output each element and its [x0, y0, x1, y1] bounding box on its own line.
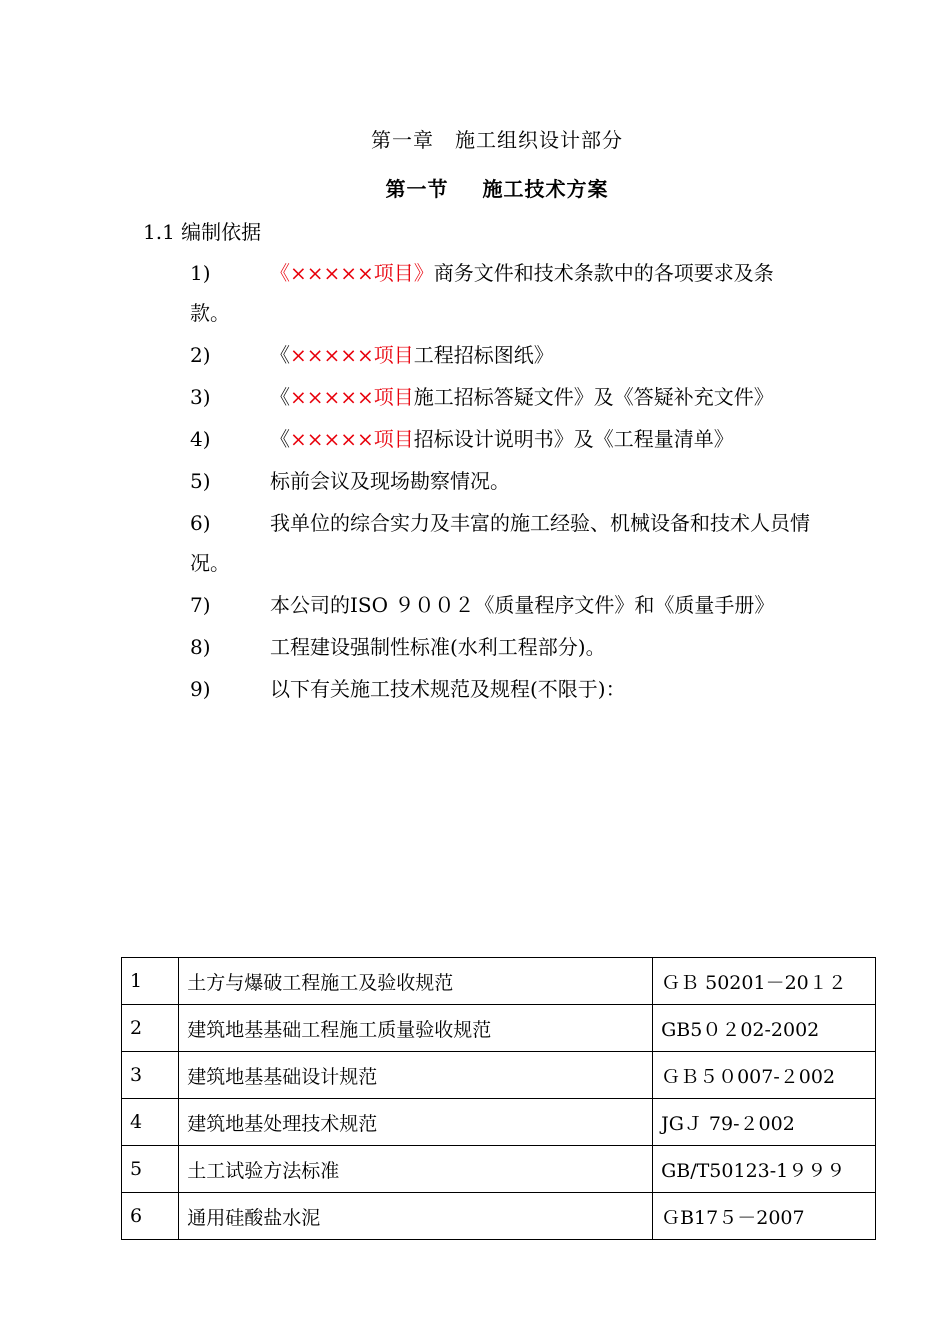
item-text: 标前会议及现场勘察情况。 — [270, 469, 510, 493]
standard-code: GB5０２02-2002 — [653, 1005, 876, 1052]
project-name: ×××××项目 — [290, 385, 414, 409]
row-number: 5 — [122, 1146, 179, 1193]
list-item — [190, 461, 810, 501]
row-number: 2 — [122, 1005, 179, 1052]
table-row — [122, 1146, 876, 1193]
item-prefix: 《 — [270, 427, 290, 451]
item-prefix: 《 — [270, 343, 290, 367]
list-item — [190, 377, 810, 417]
table-row — [122, 1099, 876, 1146]
item-text: 工程招标图纸》 — [413, 343, 554, 367]
list-item — [190, 253, 810, 333]
row-number: 4 — [122, 1099, 179, 1146]
basis-list — [190, 253, 810, 711]
item-text: 我单位的综合实力及丰富的施工经验、机械设备和技术人员情况。 — [190, 511, 810, 575]
standard-code: ＧB17５－2007 — [653, 1193, 876, 1240]
list-item — [190, 669, 810, 709]
standard-name: 土方与爆破工程施工及验收规范 — [179, 958, 653, 1005]
item-text: 以下有关施工技术规范及规程(不限于)： — [270, 677, 626, 701]
item-prefix: 《 — [270, 385, 290, 409]
standard-name: 建筑地基处理技术规范 — [179, 1099, 653, 1146]
chapter-title: 第一章 施工组织设计部分 — [371, 128, 623, 152]
item-number: 9) — [190, 677, 211, 701]
project-name: 《×××××项目》 — [270, 261, 434, 285]
standard-name: 建筑地基基础工程施工质量验收规范 — [179, 1005, 653, 1052]
list-item — [190, 503, 810, 583]
section-label: 第一节 — [385, 177, 449, 201]
table-row — [122, 958, 876, 1005]
row-number: 6 — [122, 1193, 179, 1240]
item-text: 招标设计说明书》及《工程量清单》 — [413, 427, 734, 451]
table-row — [122, 1052, 876, 1099]
list-item — [190, 335, 810, 375]
list-item — [190, 585, 810, 625]
standard-name: 土工试验方法标准 — [179, 1146, 653, 1193]
standard-code: GB/T50123-1９９９ — [653, 1146, 876, 1193]
item-text: 工程建设强制性标准(水利工程部分)。 — [270, 635, 606, 659]
section-title — [0, 173, 950, 202]
item-number: 1) — [190, 261, 211, 285]
row-number: 3 — [122, 1052, 179, 1099]
item-number: 2) — [190, 343, 211, 367]
item-number: 7) — [190, 593, 211, 617]
standard-code: ＧＢ５０007-２002 — [653, 1052, 876, 1099]
item-number: 8) — [190, 635, 211, 659]
item-text: 商务文件和技术条款中的各项要求及条款。 — [190, 261, 774, 325]
standard-code: ＧＢ 50201－20１２ — [653, 958, 876, 1005]
standard-name: 通用硅酸盐水泥 — [179, 1193, 653, 1240]
item-text: 本公司的ISO ９００２《质量程序文件》和《质量手册》 — [270, 593, 775, 617]
list-item — [190, 627, 810, 667]
row-number: 1 — [122, 958, 179, 1005]
project-name: ×××××项目 — [290, 427, 414, 451]
item-number: 4) — [190, 427, 211, 451]
section-title-text: 施工技术方案 — [482, 177, 609, 201]
standards-table — [121, 957, 876, 1240]
subsection-heading: 1.1 编制依据 — [143, 220, 262, 244]
table-row — [122, 1193, 876, 1240]
item-number: 6) — [190, 511, 211, 535]
standard-name: 建筑地基基础设计规范 — [179, 1052, 653, 1099]
table-row — [122, 1005, 876, 1052]
list-item — [190, 419, 810, 459]
item-text: 施工招标答疑文件》及《答疑补充文件》 — [413, 385, 774, 409]
item-number: 5) — [190, 469, 211, 493]
project-name: ×××××项目 — [290, 343, 414, 367]
standard-code: JGＪ 79-２002 — [653, 1099, 876, 1146]
item-number: 3) — [190, 385, 211, 409]
